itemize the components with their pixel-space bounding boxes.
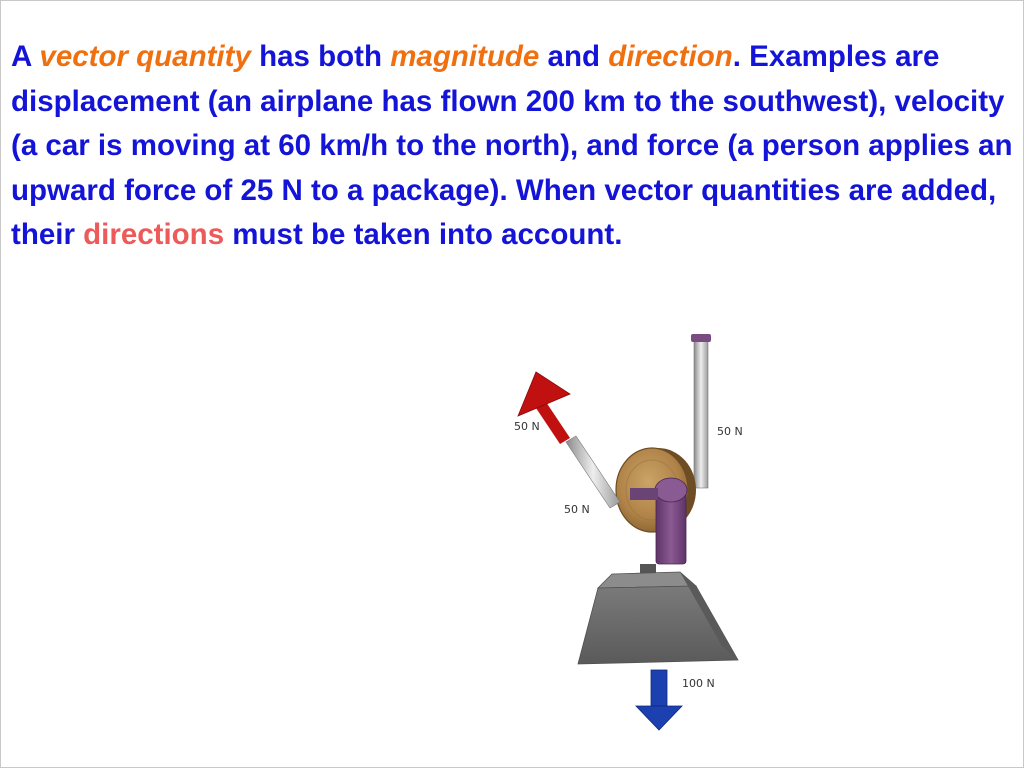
label-rope-right: 50 N (717, 425, 743, 438)
label-arrow-up-left: 50 N (514, 420, 540, 433)
rope-right (691, 334, 711, 488)
body-paragraph (11, 35, 1016, 258)
blue-force-arrow (636, 670, 682, 730)
text-run: A (11, 40, 40, 73)
term-magnitude: magnitude (390, 40, 540, 73)
text-run: and (539, 40, 609, 73)
term-direction: direction (608, 40, 733, 73)
term-directions: directions (83, 218, 225, 251)
label-arrow-down: 100 N (682, 677, 715, 690)
text-run: has both (250, 40, 391, 73)
pulley-force-diagram (500, 330, 780, 768)
term-vector-quantity: vector quantity (39, 40, 251, 73)
text-run: . Examples are displacement (an airplane has flown 200 km to the southwest), velocity (a car is moving at 60 km/h to the north), and force (a person applies an upward force of 25 N to a package). When vector quantities are added, their (11, 40, 1013, 251)
red-force-arrow (518, 372, 570, 444)
gray-block (578, 572, 738, 664)
label-rope-left: 50 N (564, 503, 590, 516)
text-run: must be taken into account. (224, 218, 623, 251)
rope-left (566, 436, 620, 508)
